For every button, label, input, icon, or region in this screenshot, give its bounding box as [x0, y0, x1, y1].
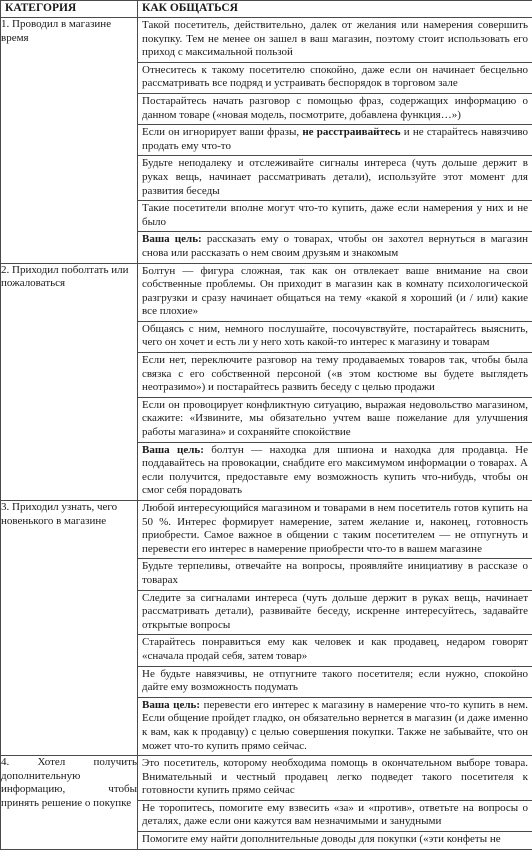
table-row — [1, 756, 532, 850]
header-how-to-communicate: КАК ОБЩАТЬСЯ — [138, 1, 532, 18]
advice-text: и не старайтесь навязчиво продать ему что-то — [142, 126, 528, 152]
goal-paragraph — [138, 698, 532, 755]
advice-paragraph: Старайтесь понравиться ему как человек и как продавец, недаром говорят «сначала продай себя, затем товар» — [138, 635, 532, 666]
goal-label: Ваша цель: — [142, 699, 200, 711]
advice-emphasis: не расстраивайтесь — [302, 126, 400, 138]
advice-paragraph: Отнеситесь к такому посетителю спокойно, даже если он начинает бесцельно рассматривать все подряд и устраивать беспорядок в торговом зале — [138, 63, 532, 94]
advice-paragraph: Общаясь с ним, немного послушайте, посочувствуйте, постарайтесь выяснить, чего он хочет и есть ли у него хоть какой-то интерес к магазину и товарам — [138, 322, 532, 353]
goal-paragraph — [138, 232, 532, 262]
goal-label: Ваша цель: — [142, 444, 204, 456]
header-row — [1, 1, 532, 18]
table-row — [1, 263, 532, 501]
table-row — [1, 18, 532, 264]
goal-label: Ваша цель: — [142, 233, 202, 245]
category-cell: 2. Приходил поболтать или пожаловаться — [1, 263, 138, 501]
advice-text: Если он игнорирует ваши фразы, — [142, 126, 302, 138]
advice-paragraph: Будьте терпеливы, отвечайте на вопросы, проявляйте инициативу в рассказе о товарах — [138, 559, 532, 590]
goal-text: болтун — находка для шпиона и находка для продавца. Не поддавайтесь на провокации, снабдите его максимумом информации о товарах. А если получится, предоставьте ему возможность купить что-нибудь, чтобы он смог себя порадовать — [142, 444, 528, 497]
advice-paragraph: Это посетитель, которому необходима помощь в окончательном выборе товара. Внимательный и честный продавец легко подведет такого посетителя к готовности купить прямо сейчас — [138, 756, 532, 801]
category-cell: 3. Приходил узнать, чего новенького в магазине — [1, 501, 138, 756]
advice-paragraph: Следите за сигналами интереса (чуть дольше держит в руках вещь, начинает рассматривать детали), развивайте беседу, искренне интересуйтесь, задавайте открытые вопросы — [138, 591, 532, 636]
advice-paragraph: Не будьте навязчивы, не отпугните такого посетителя; если нужно, спокойно дайте ему возможность подумать — [138, 667, 532, 698]
goal-text: перевести его интерес к магазину в намерение что-то купить в нем. Если общение пройдет гладко, он обязательно вернется в магазин (и даже именно к вам, как к продавцу) с целью совершения покупки. Также не забывайте, что он может что-то купить прямо сейчас. — [142, 699, 528, 752]
advice-paragraph: Если он провоцирует конфликтную ситуацию, выражая недовольство магазином, скажите: «Извините, мы обязательно учтем ваше пожелание для улучшения работы магазина» и сохраняйте спокойствие — [138, 398, 532, 443]
table-row — [1, 501, 532, 756]
advice-paragraph: Болтун — фигура сложная, так как он отвлекает ваше внимание на свои собственные проблемы. Он приходит в магазин как в комнату психологической разгрузки и сразу начинает общаться на тему «какой я хороший (и / или) какие все плохие» — [138, 264, 532, 322]
advice-paragraph: Помогите ему найти дополнительные доводы для покупки («эти конфеты не — [138, 832, 532, 849]
goal-text: рассказать ему о товарах, чтобы он захотел вернуться в магазин снова или рассказать о нем своим друзьям и знакомым — [142, 233, 528, 259]
advice-paragraph: Такие посетители вполне могут что-то купить, даже если намерения у них и не было — [138, 201, 532, 232]
advice-paragraph: Любой интересующийся магазином и товарами в нем посетитель готов купить на 50 %. Интерес формирует намерение, затем желание и, наконец, готовность приобрести. Самое важное в общении с таким посетителем — не отпугнуть и перевести его интерес в намерение приобрести что-то в вашем магазине — [138, 501, 532, 559]
advice-cell — [138, 18, 532, 264]
advice-cell — [138, 756, 532, 850]
advice-paragraph: Такой посетитель, действительно, далек от желания или намерения совершить покупку. Тем не менее он зашел в ваш магазин, поэтому стоит использовать его приход с максимальной пользой — [138, 18, 532, 63]
goal-paragraph — [138, 443, 532, 500]
advice-cell — [138, 263, 532, 501]
advice-paragraph: Не торопитесь, помогите ему взвесить «за» и «против», ответьте на вопросы о деталях, даже если они кажутся вам незначимыми и занудными — [138, 801, 532, 832]
advice-paragraph — [138, 125, 532, 156]
advice-paragraph: Если нет, переключите разговор на тему продаваемых товаров так, чтобы была связка с его собственной персоной («в этом костюме вы будете выглядеть неотразимо») и постарайтесь развить беседу с целью продажи — [138, 353, 532, 398]
category-cell: 1. Проводил в магазине время — [1, 18, 138, 264]
advice-cell — [138, 501, 532, 756]
advice-paragraph: Постарайтесь начать разговор с помощью фраз, содержащих информацию о данном товаре («новая модель, посмотрите, добавлена функция…») — [138, 94, 532, 125]
advice-paragraph: Будьте неподалеку и отслеживайте сигналы интереса (чуть дольше держит в руках вещь, начинает рассматривать детали), используйте этот момент для развития беседы — [138, 156, 532, 201]
category-cell: 4. Хотел получить дополнительную информацию, чтобы принять решение о покупке — [1, 756, 138, 850]
header-category: КАТЕГОРИЯ — [1, 1, 138, 18]
